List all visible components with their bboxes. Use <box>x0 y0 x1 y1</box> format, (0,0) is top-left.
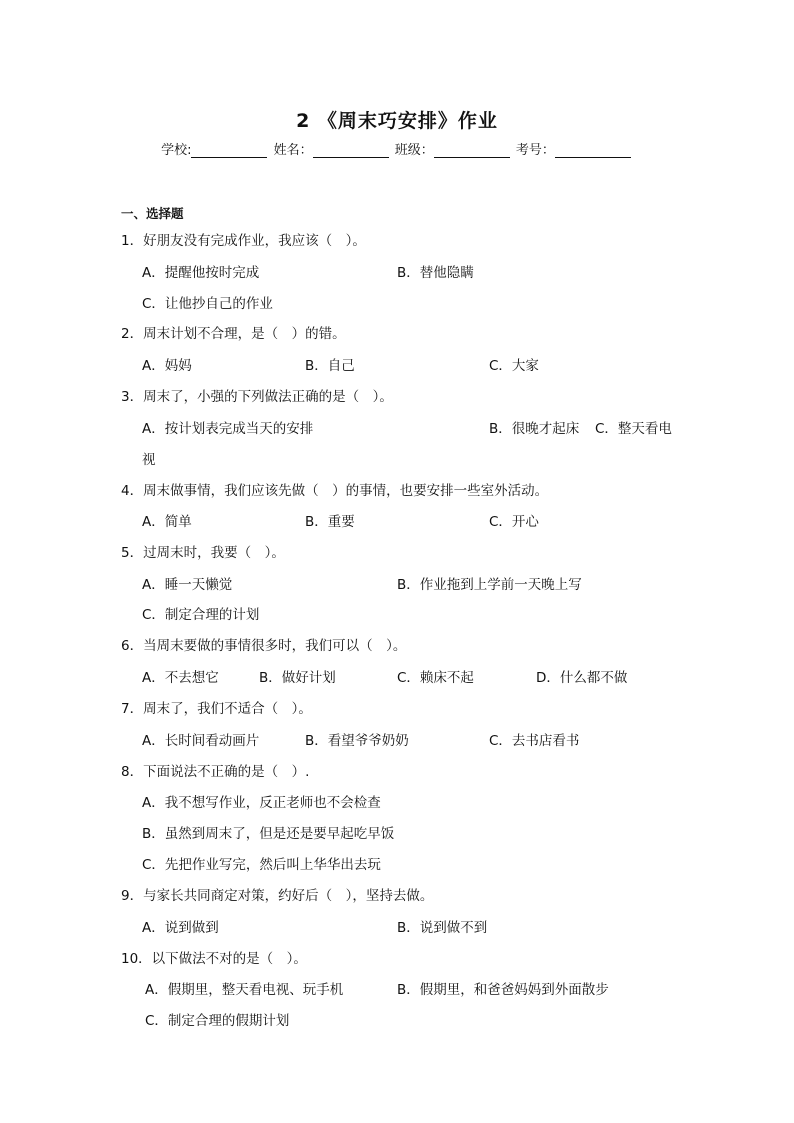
question-option[interactable]: C．制定合理的假期计划 <box>145 1013 290 1029</box>
question-option[interactable]: A．假期里，整天看电视、玩手机 <box>145 982 344 998</box>
question-option[interactable]: D．什么都不做 <box>536 670 628 686</box>
name-label: 姓名： <box>273 143 313 158</box>
question-option[interactable]: A．睡一天懒觉 <box>142 577 233 593</box>
question-option[interactable]: C．赖床不起 <box>397 670 474 686</box>
question-stem: 6．当周末要做的事情很多时，我们可以（ ）。 <box>121 638 407 654</box>
question-stem: 2．周末计划不合理，是（ ）的错。 <box>121 326 346 342</box>
question-stem: 8．下面说法不正确的是（ ）. <box>121 764 310 780</box>
question-stem: 4．周末做事情，我们应该先做（ ）的事情，也要安排一些室外活动。 <box>121 483 549 499</box>
question-option[interactable]: A．说到做到 <box>142 920 219 936</box>
question-option[interactable]: A．按计划表完成当天的安排 <box>142 421 314 437</box>
question-option[interactable]: B．自己 <box>305 358 355 374</box>
question-stem: 7．周末了，我们不适合（ ）。 <box>121 701 312 717</box>
question-stem: 9．与家长共同商定对策，约好后（ ），坚持去做。 <box>121 888 434 904</box>
question-option[interactable]: A．长时间看动画片 <box>142 733 260 749</box>
question-option[interactable]: C．大家 <box>489 358 539 374</box>
question-option[interactable]: A．我不想写作业，反正老师也不会检查 <box>142 795 381 811</box>
page-title: 2 《周末巧安排》作业 <box>296 110 498 132</box>
question-stem: 1．好朋友没有完成作业，我应该（ ）。 <box>121 233 366 249</box>
exam-number-label: 考号： <box>515 143 555 158</box>
school-blank[interactable] <box>191 144 267 158</box>
question-stem: 3．周末了，小强的下列做法正确的是（ ）。 <box>121 389 393 405</box>
question-option[interactable]: C．让他抄自己的作业 <box>142 296 273 312</box>
question-option[interactable]: C．开心 <box>489 514 539 530</box>
question-option[interactable]: A．不去想它 <box>142 670 219 686</box>
section-title: 一、选择题 <box>121 206 184 221</box>
question-option[interactable]: B．重要 <box>305 514 355 530</box>
question-option[interactable]: A．简单 <box>142 514 192 530</box>
name-blank[interactable] <box>313 144 389 158</box>
question-option[interactable]: C．整天看电 <box>595 421 672 437</box>
class-label: 班级： <box>394 143 434 158</box>
question-stem: 10．以下做法不对的是（ ）。 <box>121 951 307 967</box>
question-option[interactable]: B．说到做不到 <box>397 920 488 936</box>
question-option[interactable]: B．做好计划 <box>259 670 336 686</box>
question-option[interactable]: A．妈妈 <box>142 358 192 374</box>
question-stem: 5．过周末时，我要（ ）。 <box>121 545 285 561</box>
question-option[interactable]: B．看望爷爷奶奶 <box>305 733 409 749</box>
question-option[interactable]: B．虽然到周末了，但是还是要早起吃早饭 <box>142 826 395 842</box>
student-info-line <box>0 139 794 158</box>
question-option[interactable]: B．替他隐瞒 <box>397 265 474 281</box>
question-option[interactable]: C．先把作业写完，然后叫上华华出去玩 <box>142 857 381 873</box>
question-option[interactable]: B．作业拖到上学前一天晚上写 <box>397 577 582 593</box>
exam-number-blank[interactable] <box>555 144 631 158</box>
question-option[interactable]: A．提醒他按时完成 <box>142 265 260 281</box>
question-option[interactable]: B．很晚才起床 <box>489 421 580 437</box>
question-option-wrap: 视 <box>142 452 156 468</box>
class-blank[interactable] <box>434 144 510 158</box>
question-option[interactable]: C．去书店看书 <box>489 733 580 749</box>
question-option[interactable]: C．制定合理的计划 <box>142 607 260 623</box>
school-label: 学校: <box>161 143 192 158</box>
question-option[interactable]: B．假期里，和爸爸妈妈到外面散步 <box>397 982 609 998</box>
